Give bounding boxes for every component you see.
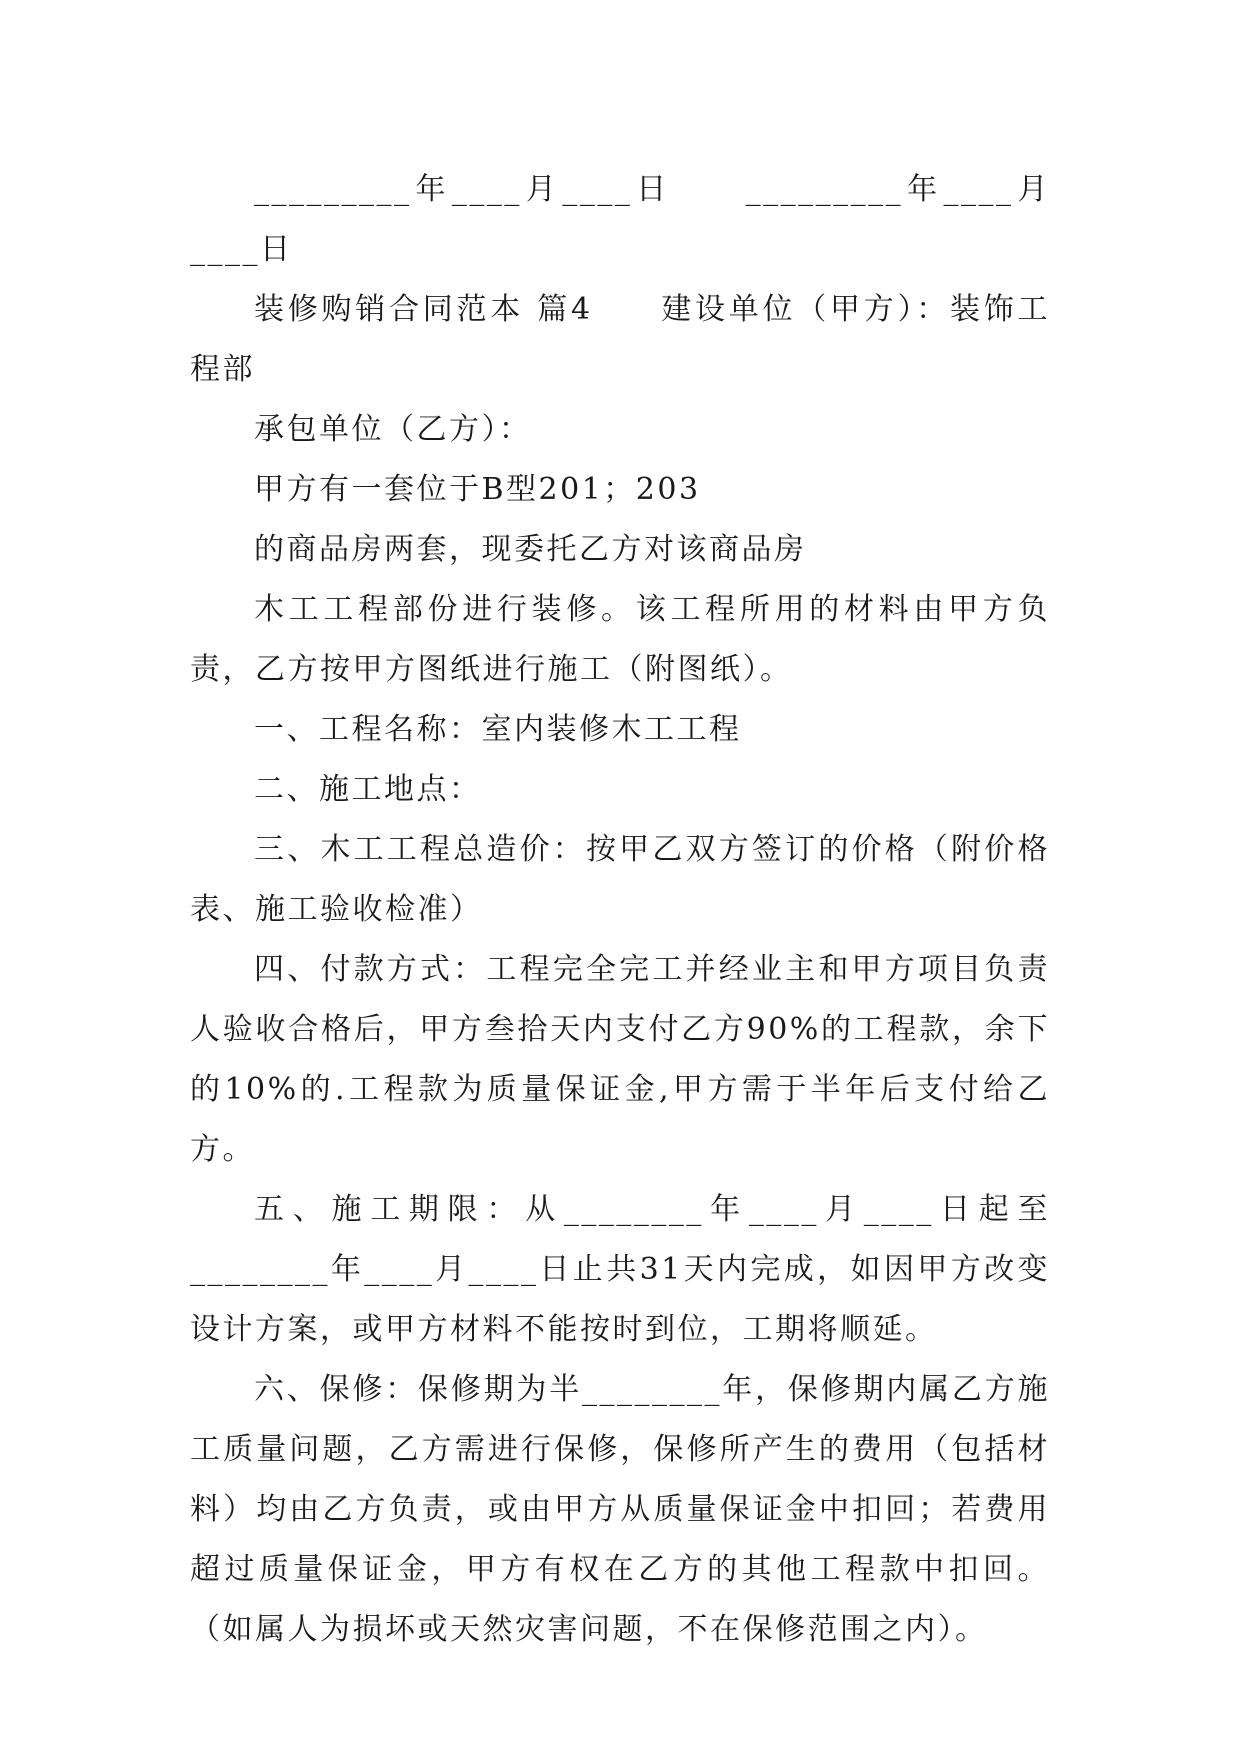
clause-warranty: 六、保修：保修期为半________年，保修期内属乙方施工质量问题，乙方需进行保修，保修所产生的费用（包括材料）均由乙方负责，或由甲方从质量保证金中扣回；若费用超过质量保证金，甲方有权在乙方的其他工程款中扣回。（如属人为损坏或天然灾害问题，不在保修范围之内）。 [190, 1372, 1050, 1647]
date-signature-line: _________年____月____日 _________年____月____日 [190, 172, 1050, 267]
clause-schedule: 五、施工期限：从________年____月____日起至________年____月____日止共31天内完成，如因甲方改变设计方案，或甲方材料不能按时到位，工期将顺延。 [190, 1192, 1050, 1347]
property-location: 甲方有一套位于B型201；203 [254, 472, 701, 507]
party-b-line: 承包单位（乙方）： [254, 412, 532, 447]
scope-paragraph: 木工工程部份进行装修。该工程所用的材料由甲方负责，乙方按甲方图纸进行施工（附图纸）。 [190, 592, 1050, 687]
clause-payment: 四、付款方式：工程完全完工并经业主和甲方项目负责人验收合格后，甲方叁拾天内支付乙方90%的工程款，余下的10%的.工程款为质量保证金,甲方需于半年后支付给乙方。 [190, 952, 1050, 1167]
clause-project-name: 一、工程名称：室内装修木工工程 [254, 712, 742, 747]
clause-total-cost: 三、木工工程总造价：按甲乙双方签订的价格（附价格表、施工验收检准） [190, 832, 1050, 927]
clause-site-location: 二、施工地点： [254, 772, 482, 807]
contract-title-party-a: 装修购销合同范本 篇4 建设单位（甲方）：装饰工程部 [190, 292, 1050, 387]
document-body [190, 160, 1050, 1660]
property-description: 的商品房两套，现委托乙方对该商品房 [254, 532, 807, 567]
